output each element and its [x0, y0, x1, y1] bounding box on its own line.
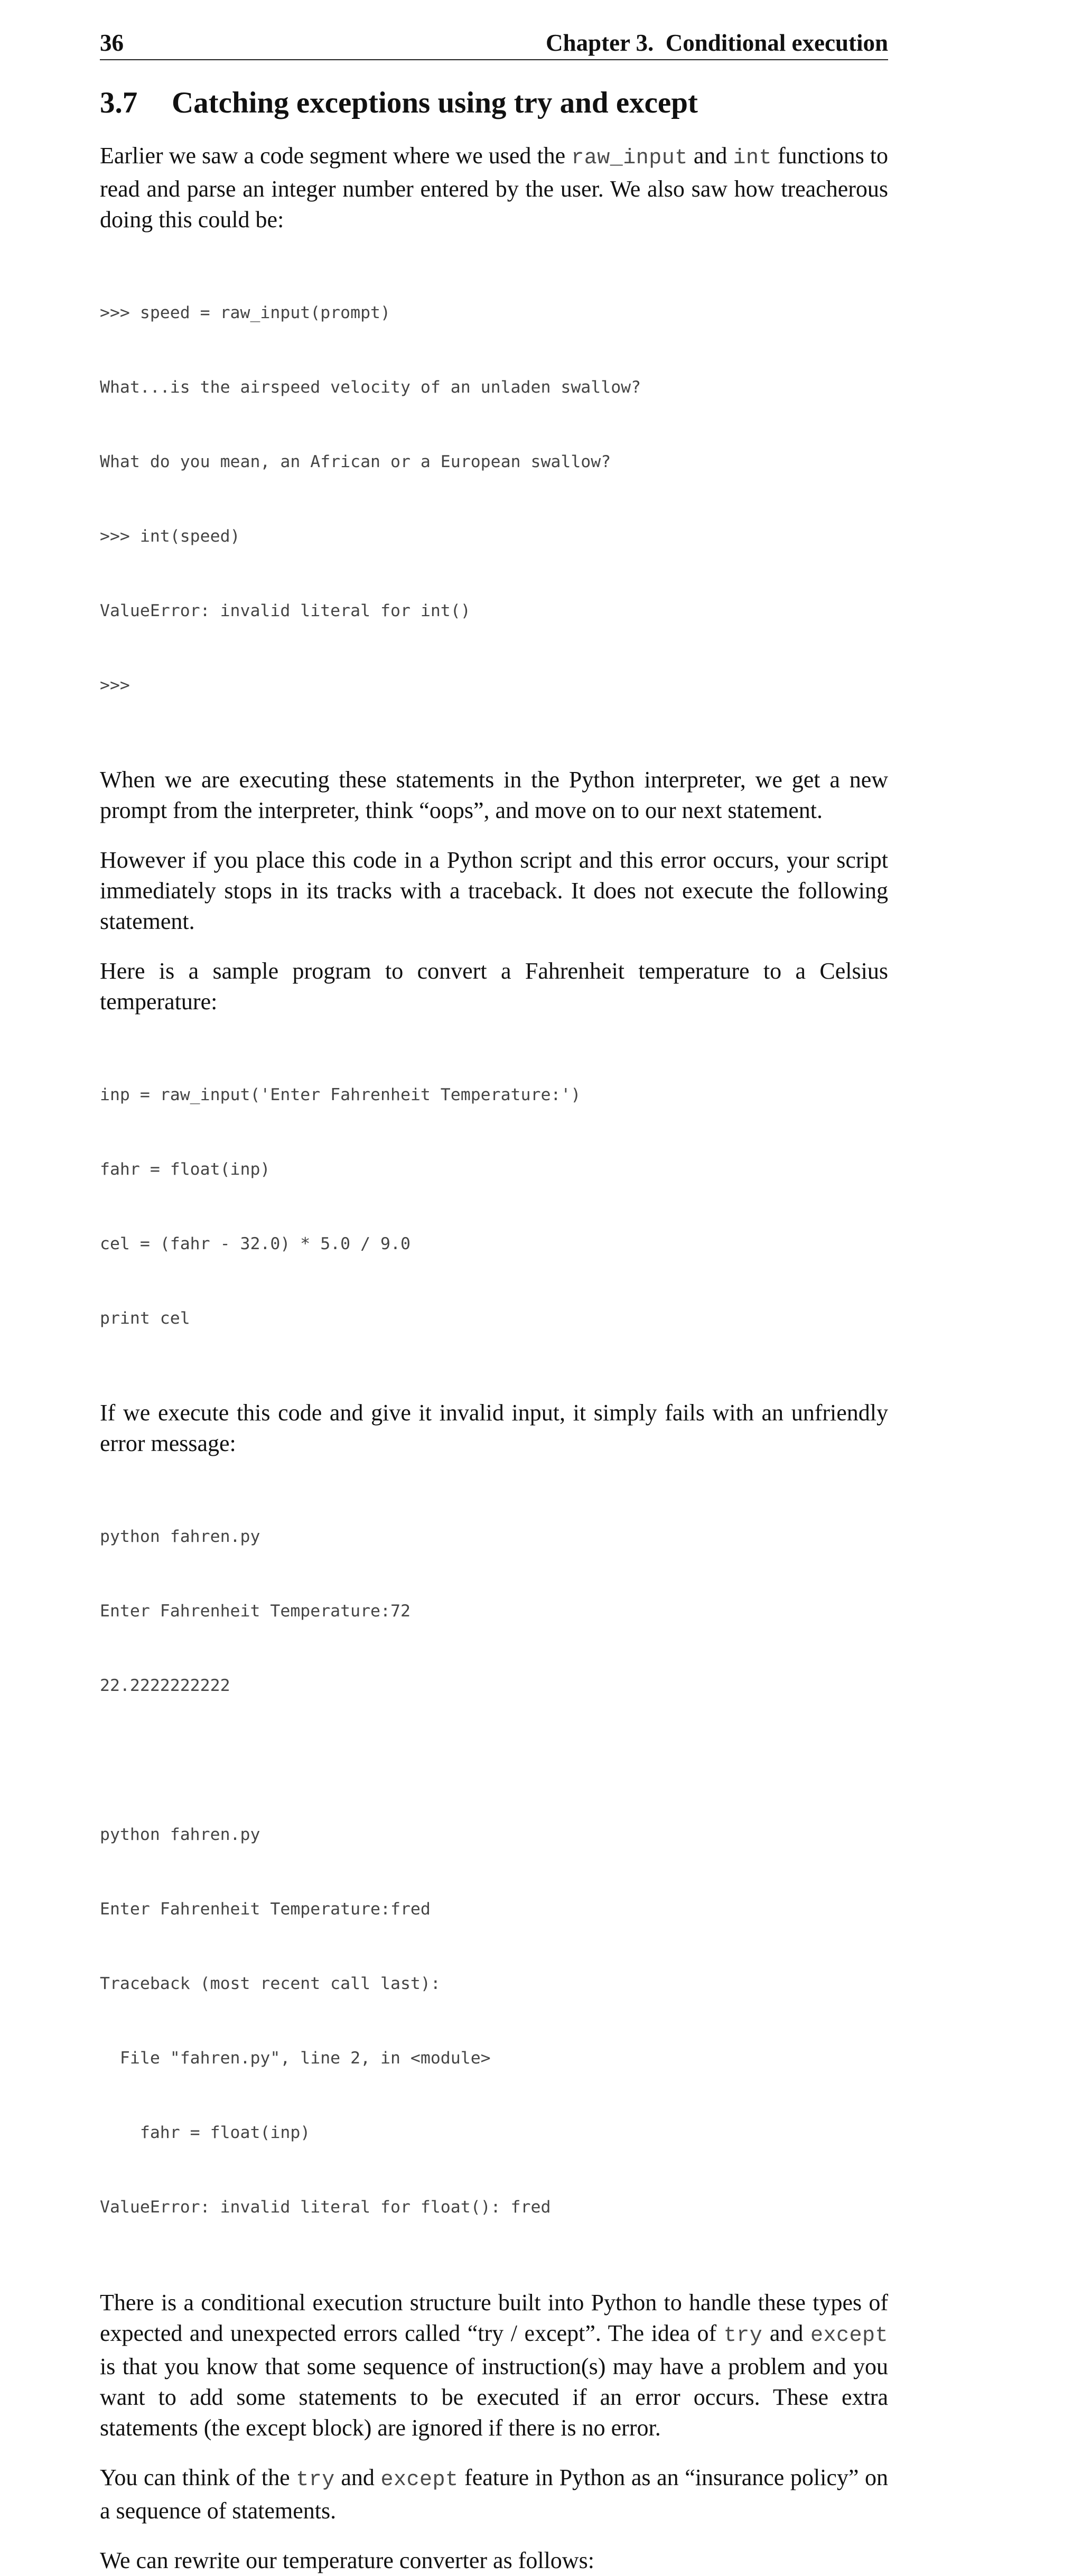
code-line: Enter Fahrenheit Temperature:72	[100, 1602, 411, 1621]
inline-code: raw_input	[571, 146, 688, 170]
running-head	[100, 29, 888, 60]
paragraph-insurance	[100, 2462, 888, 2526]
code-line: python fahren.py	[100, 1527, 260, 1546]
text-run: Earlier we saw a code segment where we used the	[100, 143, 572, 169]
text-run: and	[334, 2465, 381, 2490]
code-block-interpreter	[100, 251, 888, 748]
inline-code: except	[380, 2468, 459, 2492]
text-run: functions to read and parse an integer number entered by the user. We also saw how treacherous doing this could be:	[100, 143, 889, 233]
text-run: is that you know that some sequence of instruction(s) may have a problem and you want to add some statements to be executed if an error occurs. These extra statements (the except block) are ignored if there is no error.	[100, 2354, 888, 2441]
section-heading: Catching exceptions using try and except	[172, 86, 698, 119]
code-line: print cel	[100, 1309, 190, 1328]
paragraph-interpreter: When we are executing these statements in the Python interpreter, we get a new prompt from the interpreter, think “oops”, and move on to our next statement.	[100, 767, 888, 823]
section-number: 3.7	[100, 86, 138, 119]
section-title	[100, 83, 888, 123]
code-block-converter	[100, 1033, 888, 1381]
inline-code: try	[296, 2468, 335, 2492]
code-line: Traceback (most recent call last):	[100, 1974, 441, 1993]
paragraph-sample: Here is a sample program to convert a Fahrenheit temperature to a Celsius temperature:	[100, 958, 888, 1015]
code-line: File "fahren.py", line 2, in <module>	[100, 2049, 491, 2068]
inline-code: try	[723, 2324, 763, 2348]
text-run: and	[762, 2320, 810, 2346]
code-line: >>> speed = raw_input(prompt)	[100, 303, 390, 322]
code-line: What...is the airspeed velocity of an unladen swallow?	[100, 378, 641, 397]
code-line: >>> int(speed)	[100, 527, 240, 546]
inline-code: int	[733, 146, 772, 170]
code-line: cel = (fahr - 32.0) * 5.0 / 9.0	[100, 1234, 411, 1253]
code-line: 22.2222222222	[100, 1676, 230, 1695]
paragraph-rewrite: We can rewrite our temperature converter as follows:	[100, 2547, 594, 2573]
code-line: fahr = float(inp)	[100, 1160, 270, 1179]
text-run: You can think of the	[100, 2465, 296, 2490]
code-line: >>>	[100, 676, 130, 695]
code-line: Enter Fahrenheit Temperature:fred	[100, 1900, 431, 1919]
code-line: ValueError: invalid literal for float(): fred	[100, 2198, 551, 2217]
paragraph-script: However if you place this code in a Python script and this error occurs, your script immediately stops in its tracks with a traceback. It does not execute the following statement.	[100, 847, 888, 934]
text-run: There is a conditional execution structure built into Python to handle these types of expected and unexpected errors called “try / except”. The idea of	[100, 2290, 888, 2346]
paragraph-intro	[100, 141, 888, 235]
code-line: python fahren.py	[100, 1825, 260, 1844]
page	[100, 29, 888, 2576]
code-line: What do you mean, an African or a European swallow?	[100, 452, 611, 471]
text-run: and	[687, 143, 733, 169]
text-run: feature in Python as an “insurance policy” on a sequence of statements.	[100, 2465, 888, 2524]
paragraph-invalid-input: If we execute this code and give it invalid input, it simply fails with an unfriendly error message:	[100, 1400, 888, 1456]
code-block-run-output	[100, 1475, 888, 2270]
code-blank-line	[100, 1748, 888, 1773]
inline-code: except	[810, 2324, 889, 2348]
paragraph-try-except	[100, 2287, 888, 2443]
page-number: 36	[100, 30, 124, 56]
chapter-title: Chapter 3. Conditional execution	[546, 30, 888, 56]
code-line: inp = raw_input('Enter Fahrenheit Temperature:')	[100, 1085, 581, 1104]
code-line: ValueError: invalid literal for int()	[100, 601, 471, 620]
code-line: fahr = float(inp)	[100, 2123, 311, 2142]
